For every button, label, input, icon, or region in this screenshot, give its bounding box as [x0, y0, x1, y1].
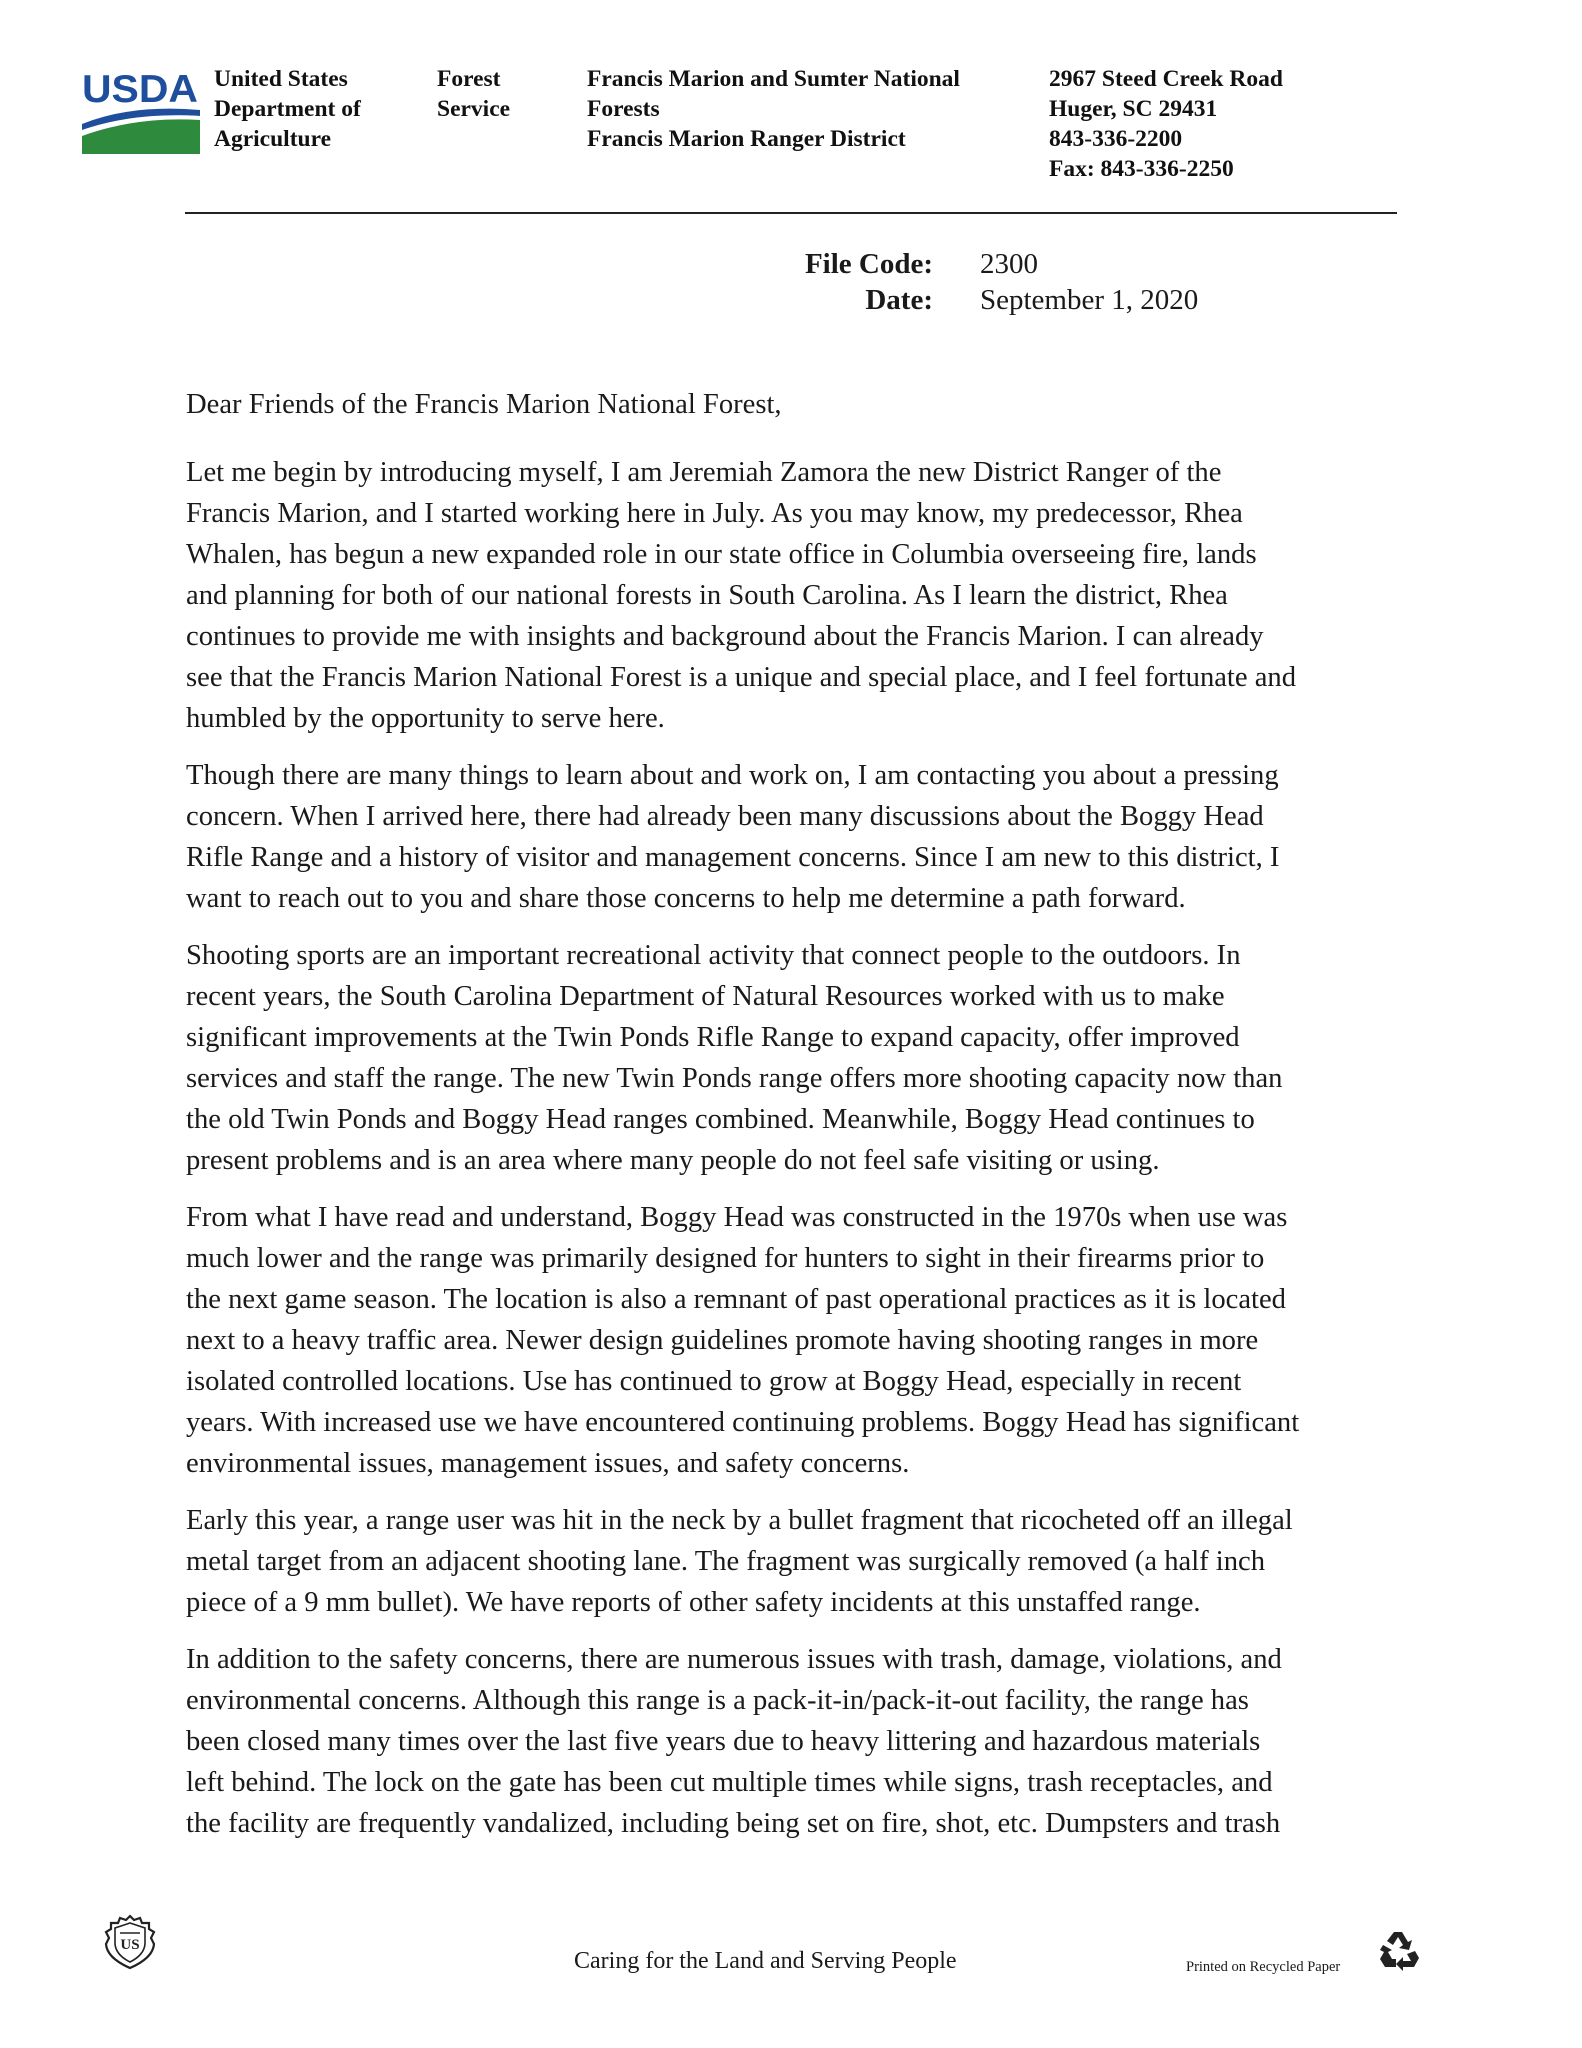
- forest-unit-name: Francis Marion and Sumter National Forests Francis Marion Ranger District: [587, 66, 960, 152]
- paragraph-concern: Though there are many things to learn about and work on, I am contacting you about a pressing concern. When I arrived here, there had already been many discussions about the Boggy Head Rifle Range and a history of visitor and management concerns. Since I am new to this district, I want to reach out to you and share those concerns to help me determine a path forward.: [186, 760, 1280, 914]
- salutation: Dear Friends of the Francis Marion National Forest,: [186, 389, 782, 420]
- seal-text: US: [120, 1937, 140, 1953]
- file-code-row: [700, 246, 1260, 282]
- paragraph-history: From what I have read and understand, Boggy Head was constructed in the 1970s when use was much lower and the range was primarily designed for hunters to sight in their firearms prior to the next game season. The location is also a remnant of past operational practices as it is located next to a heavy traffic area. Newer design guidelines promote having shooting ranges in more isolated controlled locations. Use has continued to grow at Boggy Head, especially in recent years. With increased use we have encountered continuing problems. Boggy Head has significant environmental issues, management issues, and safety concerns.: [186, 1202, 1300, 1479]
- forest-service-shield-icon: [104, 1914, 156, 1970]
- paragraph-safety-incident: Early this year, a range user was hit in the neck by a bullet fragment that ricocheted off an illegal metal target from an adjacent shooting lane. The fragment was surgically removed (a half inch piece of a 9 mm bullet). We have reports of other safety incidents at this unstaffed range.: [186, 1505, 1293, 1618]
- file-code-value: 2300: [980, 248, 1038, 280]
- usda-logo: [82, 66, 200, 154]
- letterhead: [82, 64, 1402, 184]
- letterhead-divider: [185, 212, 1397, 214]
- file-code-label: File Code:: [804, 248, 933, 280]
- usda-logo-text: USDA: [82, 68, 198, 111]
- paragraph-trash-damage: In addition to the safety concerns, there are numerous issues with trash, damage, violations, and environmental concerns. Although this range is a pack-it-in/pack-it-out facility, the range has been closed many times over the last five years due to heavy littering and hazardous materials left behind. The lock on the gate has been cut multiple times while signs, trash receptacles, and the facility are frequently vandalized, including being set on fire, shot, etc. Dumpsters and trash: [186, 1644, 1282, 1839]
- recycled-paper-note: Printed on Recycled Paper: [1186, 1959, 1341, 1975]
- date-value: September 1, 2020: [980, 284, 1199, 316]
- letter-body: [186, 384, 1401, 1860]
- footer-motto: Caring for the Land and Serving People: [574, 1948, 957, 1974]
- paragraph-shooting-sports: Shooting sports are an important recreational activity that connect people to the outdoors. In recent years, the South Carolina Department of Natural Resources worked with us to make significant improvements at the Twin Ponds Rifle Range to expand capacity, offer improved services and staff the range. The new Twin Ponds range offers more shooting capacity now than the old Twin Ponds and Boggy Head ranges combined. Meanwhile, Boggy Head continues to present problems and is an area where many people do not feel safe visiting or using.: [186, 940, 1283, 1176]
- service-name: Forest Service: [437, 66, 511, 122]
- file-code-block: [700, 246, 1260, 318]
- office-address: 2967 Steed Creek Road Huger, SC 29431 843-336-2200 Fax: 843-336-2250: [1049, 66, 1283, 182]
- recycle-icon: [1377, 1928, 1421, 1972]
- paragraph-introduction: Let me begin by introducing myself, I am Jeremiah Zamora the new District Ranger of the Francis Marion, and I started working here in July. As you may know, my predecessor, Rhea Whalen, has begun a new expanded role in our state office in Columbia overseeing fire, lands and planning for both of our national forests in South Carolina. As I learn the district, Rhea continues to provide me with insights and background about the Francis Marion. I can already see that the Francis Marion National Forest is a unique and special place, and I feel fortunate and humbled by the opportunity to serve here.: [186, 457, 1297, 734]
- date-label: Date:: [865, 284, 933, 316]
- agency-name: United States Department of Agriculture: [214, 66, 361, 152]
- date-row: [700, 282, 1260, 318]
